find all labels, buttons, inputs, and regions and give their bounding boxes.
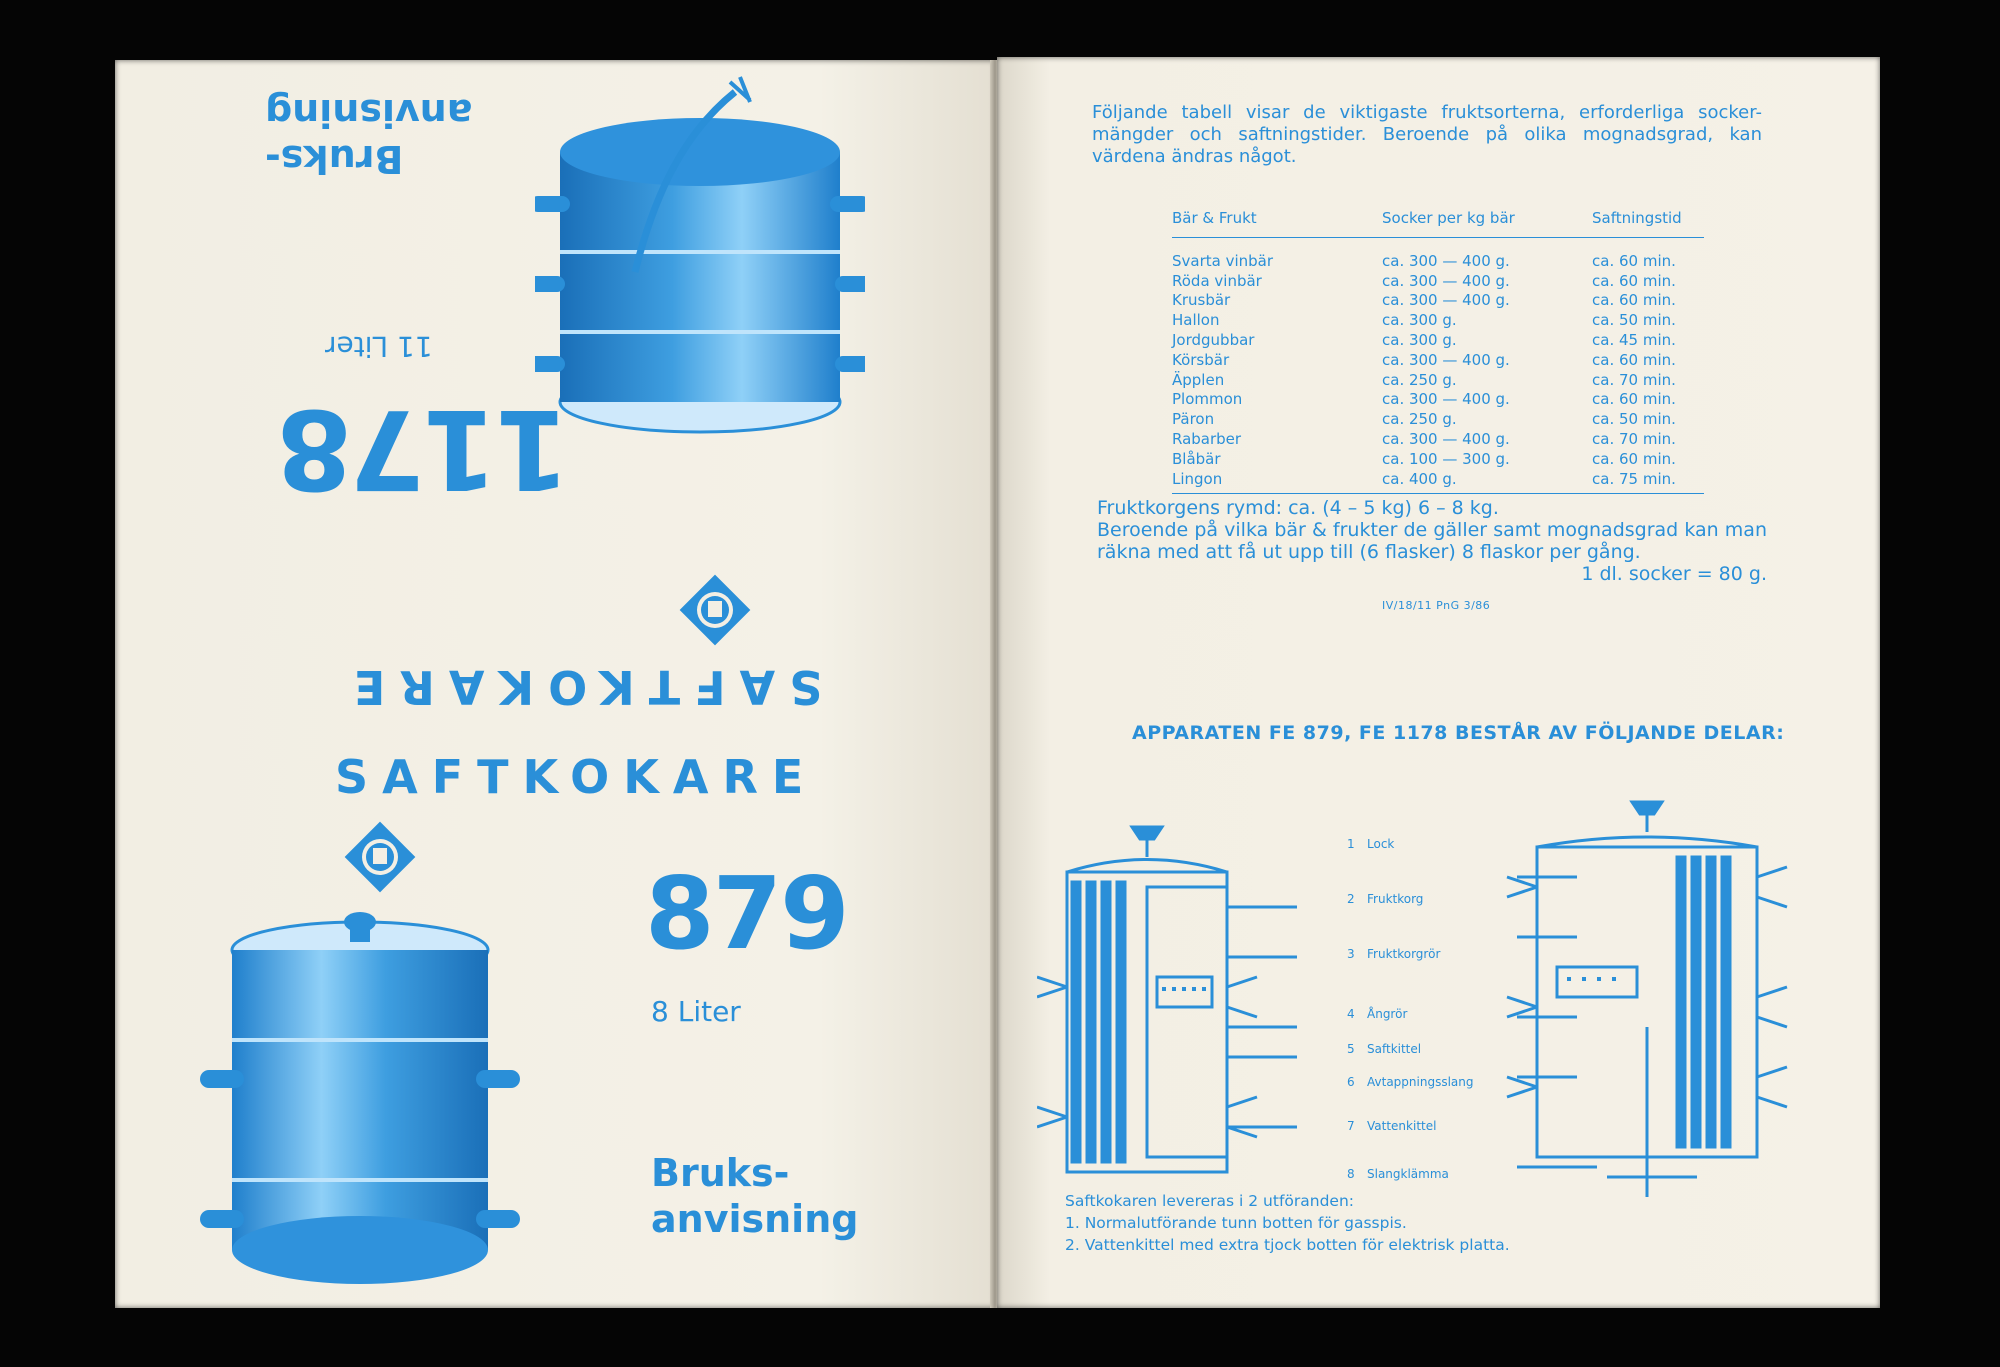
- steamer-1178-illustration: [535, 72, 865, 512]
- fruit-cell: Plommon: [1172, 390, 1243, 409]
- part-label: [1347, 837, 1394, 851]
- part-name: Slangklämma: [1367, 1167, 1449, 1181]
- sugar-cell: ca. 250 g.: [1382, 410, 1457, 429]
- top-bruks-heading: [265, 90, 472, 182]
- sugar-conversion: 1 dl. socker = 80 g.: [1581, 563, 1767, 585]
- time-cell: ca. 45 min.: [1592, 330, 1676, 349]
- fruit-cell: Röda vinbär: [1172, 271, 1262, 290]
- capacity-note: Fruktkorgens rymd: ca. (4 – 5 kg) 6 – 8 kg.: [1097, 497, 1499, 519]
- part-label: [1347, 947, 1440, 961]
- fruit-cell: Jordgubbar: [1172, 330, 1255, 349]
- part-number: 6: [1347, 1075, 1355, 1089]
- time-cell: ca. 60 min.: [1592, 291, 1676, 310]
- part-number: 2: [1347, 892, 1355, 906]
- sugar-cell: ca. 300 — 400 g.: [1382, 271, 1510, 290]
- time-cell: ca. 60 min.: [1592, 390, 1676, 409]
- part-label: [1347, 1007, 1407, 1021]
- time-cell: ca. 70 min.: [1592, 429, 1676, 448]
- part-name: Avtappningsslang: [1367, 1075, 1474, 1089]
- time-cell: ca. 70 min.: [1592, 370, 1676, 389]
- time-cell: ca. 60 min.: [1592, 251, 1676, 270]
- table-row: [1172, 371, 1704, 391]
- footer-item-2: 2. Vattenkittel med extra tjock botten för elektrisk platta.: [1065, 1236, 1510, 1254]
- table-row: [1172, 470, 1704, 494]
- emblem-diamond-icon: [335, 812, 425, 902]
- sugar-cell: ca. 300 — 400 g.: [1382, 390, 1510, 409]
- part-label: [1347, 1075, 1473, 1089]
- part-label: [1347, 1119, 1436, 1133]
- fruit-sugar-table: [1172, 209, 1704, 494]
- table-header-fruit: Bär & Frukt: [1172, 209, 1382, 237]
- table-row: [1172, 331, 1704, 351]
- sugar-cell: ca. 300 g.: [1382, 330, 1457, 349]
- part-name: Vattenkittel: [1367, 1119, 1437, 1133]
- table-row: [1172, 237, 1704, 271]
- footer-item-1: 1. Normalutförande tunn botten för gasspis.: [1065, 1214, 1407, 1232]
- print-code: IV/18/11 PnG 3/86: [1382, 599, 1491, 612]
- top-capacity: 11 Liter: [325, 330, 433, 363]
- bottom-bruks-line2: anvisning: [651, 1197, 859, 1241]
- fruit-cell: Rabarber: [1172, 429, 1242, 448]
- table-row: [1172, 272, 1704, 292]
- sugar-cell: ca. 300 — 400 g.: [1382, 429, 1510, 448]
- table-row: [1172, 311, 1704, 331]
- part-label: [1347, 1167, 1449, 1181]
- bottom-title: SAFTKOKARE: [335, 750, 818, 804]
- part-name: Fruktkorgrör: [1367, 947, 1441, 961]
- fruit-cell: Päron: [1172, 410, 1215, 429]
- fruit-cell: Krusbär: [1172, 291, 1231, 310]
- left-page: [115, 60, 995, 1308]
- sugar-cell: ca. 250 g.: [1382, 370, 1457, 389]
- part-number: 7: [1347, 1119, 1355, 1133]
- table-header-time: Saftningstid: [1592, 209, 1704, 237]
- sugar-cell: ca. 400 g.: [1382, 470, 1592, 494]
- steamer-879-illustration: [200, 890, 520, 1310]
- sugar-cell: ca. 300 — 400 g.: [1382, 291, 1510, 310]
- table-header-row: [1172, 209, 1704, 237]
- part-number: 3: [1347, 947, 1355, 961]
- time-cell: ca. 60 min.: [1592, 271, 1676, 290]
- sugar-cell: ca. 300 — 400 g.: [1382, 350, 1510, 369]
- footer-intro: Saftkokaren levereras i 2 utföranden:: [1065, 1192, 1354, 1210]
- table-row: [1172, 410, 1704, 430]
- part-number: 4: [1347, 1007, 1355, 1021]
- right-page: [997, 57, 1880, 1308]
- emblem-diamond-icon: [670, 565, 760, 655]
- fruit-cell: Blåbär: [1172, 449, 1221, 468]
- table-header-sugar: Socker per kg bär: [1382, 209, 1592, 237]
- top-model-number: 1178: [280, 385, 571, 513]
- part-name: Ångrör: [1367, 1007, 1408, 1021]
- time-cell: ca. 50 min.: [1592, 311, 1676, 330]
- part-name: Saftkittel: [1367, 1042, 1422, 1056]
- fruit-cell: Lingon: [1172, 470, 1382, 494]
- top-title: SAFTKOKARE: [340, 660, 823, 714]
- sugar-cell: ca. 300 — 400 g.: [1382, 251, 1510, 270]
- parts-heading: APPARATEN FE 879, FE 1178 BESTÅR AV FÖLJANDE DELAR:: [1132, 722, 1785, 744]
- fruit-cell: Äpplen: [1172, 370, 1225, 389]
- table-row: [1172, 430, 1704, 450]
- bottom-bruks-heading: [651, 1150, 858, 1242]
- table-row: [1172, 351, 1704, 371]
- part-number: 1: [1347, 837, 1355, 851]
- table-row: [1172, 390, 1704, 410]
- table-row: [1172, 450, 1704, 470]
- fruit-cell: Körsbär: [1172, 350, 1230, 369]
- fruit-cell: Svarta vinbär: [1172, 251, 1274, 270]
- table-row: [1172, 291, 1704, 311]
- fruit-cell: Hallon: [1172, 311, 1220, 330]
- part-name: Fruktkorg: [1367, 892, 1424, 906]
- part-number: 8: [1347, 1167, 1355, 1181]
- intro-paragraph: Följande tabell visar de viktigaste fruktsorterna, erforderliga socker-mängder och saftningstider. Beroende på olika mognadsgrad, kan värdena ändras något.: [1092, 102, 1762, 167]
- bottom-capacity: 8 Liter: [651, 995, 741, 1028]
- table-body: [1172, 237, 1704, 494]
- yield-note: Beroende på vilka bär & frukter de gäller samt mognadsgrad kan man räkna med att få ut upp till (6 flasker) 8 flaskor per gång.: [1097, 519, 1767, 563]
- part-name: Lock: [1367, 837, 1395, 851]
- part-label: [1347, 1042, 1421, 1056]
- part-label: [1347, 892, 1423, 906]
- time-cell: ca. 60 min.: [1592, 350, 1676, 369]
- part-number: 5: [1347, 1042, 1355, 1056]
- top-bruks-line2: anvisning: [265, 91, 473, 135]
- sugar-cell: ca. 300 g.: [1382, 311, 1457, 330]
- bottom-bruks-line1: Bruks-: [651, 1151, 790, 1195]
- time-cell: ca. 60 min.: [1592, 449, 1676, 468]
- top-bruks-line1: Bruks-: [265, 137, 404, 181]
- time-cell: ca. 75 min.: [1592, 470, 1704, 494]
- bottom-model-number: 879: [645, 855, 848, 972]
- sugar-cell: ca. 100 — 300 g.: [1382, 449, 1510, 468]
- time-cell: ca. 50 min.: [1592, 410, 1676, 429]
